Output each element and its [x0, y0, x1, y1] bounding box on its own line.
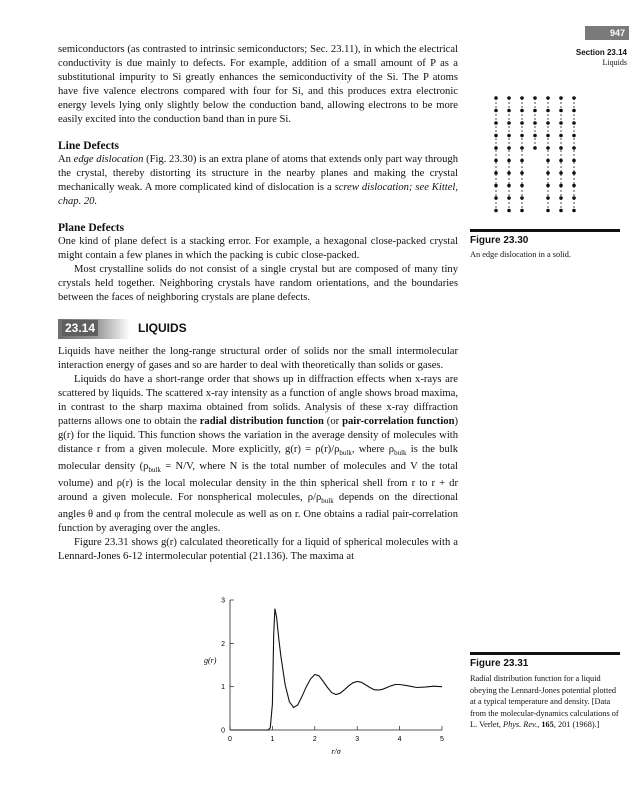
lattice-atom: [494, 96, 498, 100]
lattice-atom: [559, 146, 563, 150]
x-axis-label: r/σ: [331, 747, 341, 756]
term-edge-dislocation: edge dislocation: [73, 154, 144, 165]
figure-23-30-caption: An edge dislocation in a solid.: [470, 250, 571, 259]
lattice-atom: [546, 184, 550, 188]
lattice-atom: [546, 109, 550, 113]
term-pair-correlation: pair-correlation function: [342, 416, 455, 427]
lattice-atom: [559, 134, 563, 138]
y-tick-label: 3: [221, 597, 225, 605]
running-head-section: Section 23.14: [575, 48, 627, 57]
figure-23-30-label: Figure 23.30: [470, 229, 620, 246]
section-number: 23.14: [62, 320, 98, 336]
liquids-paragraph-1: Liquids have neither the long-range structural order of solids nor the small intermolecular interaction energy of gases and so are harder to deal with theoretically than solids or gases.: [58, 346, 458, 371]
y-tick-label: 1: [221, 684, 225, 692]
series-line-g-r: [230, 609, 442, 730]
term-radial-distribution: radial distribution function: [199, 416, 324, 427]
lattice-atom: [572, 134, 576, 138]
lattice-atom: [494, 159, 498, 163]
lattice-atom: [494, 171, 498, 175]
x-tick-label: 0: [228, 736, 232, 743]
lattice-atom: [546, 159, 550, 163]
lattice-atom: [572, 184, 576, 188]
x-tick-label: 1: [270, 736, 275, 743]
line-defects-paragraph: An edge dislocation (Fig. 23.30) is an extra plane of atoms that extends only part way through the crystal, thereby distorting its structure in the nearby planes and making the crystal mechanically weak. A more complicated kind of dislocation is a screw dislocation; see Kittel, chap. 20.: [58, 154, 458, 207]
lattice-atom: [494, 146, 498, 150]
lattice-atom: [494, 134, 498, 138]
main-text-liquids: [58, 345, 458, 564]
plane-defects-paragraph-1: One kind of plane defect is a stacking error. For example, a hexagonal close-packed crystal might contain a few planes in which the packing is cubic close-packed.: [58, 236, 458, 261]
lattice-atom: [572, 196, 576, 200]
lattice-atom: [533, 109, 537, 113]
lattice-atom: [507, 171, 511, 175]
lattice-atom: [520, 109, 524, 113]
lattice-atom: [546, 121, 550, 125]
lattice-atom: [572, 121, 576, 125]
page-number: 947: [585, 26, 629, 40]
radial-distribution-chart: [196, 592, 460, 776]
x-tick-label: 2: [312, 736, 317, 743]
section-number-bar: [58, 319, 130, 339]
intro-paragraph: semiconductors (as contrasted to intrinsic semiconductors; Sec. 23.11), in which the electrical conductivity is due mainly to defects. For example, addition of a small amount of P as a substitutional impurity to Si greatly enhances the semiconductivity of the Si. The P atoms have five valence electrons compared with four for Si, and this produces extra electronic energy levels lying only slightly below the conduction band, allowing electrons to be more easily excited into the conduction band than in pure Si.: [58, 44, 458, 125]
lattice-atom: [507, 159, 511, 163]
lattice-atom: [520, 171, 524, 175]
lattice-atom: [559, 184, 563, 188]
lattice-atom: [520, 146, 524, 150]
lattice-atom: [507, 146, 511, 150]
lattice-atom: [546, 96, 550, 100]
lattice-atom: [494, 121, 498, 125]
lattice-atom: [559, 96, 563, 100]
figure-23-31-label: Figure 23.31: [470, 652, 620, 669]
line-defects-heading: Line Defects: [58, 140, 119, 152]
term-screw-dislocation: screw dislocation; see Kittel, chap. 20.: [58, 182, 458, 207]
lattice-atom: [546, 134, 550, 138]
lattice-atom: [520, 209, 524, 213]
x-tick-label: 4: [397, 736, 402, 743]
lattice-atom: [533, 134, 537, 138]
lattice-atom: [559, 121, 563, 125]
y-axis-label: g(r): [204, 655, 217, 665]
lattice-atom: [572, 159, 576, 163]
x-tick-label: 3: [355, 736, 360, 743]
section-heading: [58, 319, 458, 339]
lattice-atom: [559, 209, 563, 213]
lattice-atom: [494, 109, 498, 113]
plane-defects-paragraph-2: Most crystalline solids do not consist of a single crystal but are composed of many tiny crystals held together. Neighboring crystals have random orientations, and the boundaries between the faces of neighboring crystals are plane defects.: [58, 264, 458, 303]
lattice-atom: [559, 159, 563, 163]
liquids-paragraph-3: Figure 23.31 shows g(r) calculated theoretically for a liquid of spherical molecules with a Lennard-Jones 6-12 intermolecular potential (21.136). The maxima at: [58, 537, 458, 563]
lattice-atom: [546, 171, 550, 175]
lattice-atom: [559, 196, 563, 200]
lattice-atom: [520, 121, 524, 125]
lattice-atom: [507, 109, 511, 113]
lattice-atom: [507, 184, 511, 188]
lattice-atom: [559, 109, 563, 113]
y-tick-label: 2: [221, 640, 225, 648]
lattice-atom: [507, 209, 511, 213]
running-head: [576, 48, 627, 68]
lattice-atom: [533, 96, 537, 100]
lattice-atom: [546, 146, 550, 150]
lattice-atom: [520, 184, 524, 188]
main-text-top: [58, 43, 458, 305]
lattice-atom: [559, 171, 563, 175]
plane-defects-heading: Plane Defects: [58, 222, 125, 234]
lattice-atom: [507, 134, 511, 138]
y-tick-label: 0: [221, 727, 225, 735]
x-tick-label: 5: [440, 736, 444, 743]
running-head-title: Liquids: [602, 58, 627, 67]
lattice-atom: [546, 196, 550, 200]
lattice-atom: [494, 184, 498, 188]
lattice-atom: [507, 196, 511, 200]
section-title: LIQUIDS: [138, 321, 187, 335]
lattice-atom: [572, 171, 576, 175]
lattice-atom: [520, 134, 524, 138]
lattice-atom: [572, 209, 576, 213]
lattice-atom: [572, 96, 576, 100]
lattice-atom: [494, 209, 498, 213]
lattice-atom: [507, 96, 511, 100]
lattice-atom: [520, 96, 524, 100]
lattice-atom: [533, 121, 537, 125]
lattice-atom: [507, 121, 511, 125]
lattice-atom: [520, 159, 524, 163]
lattice-atom: [520, 196, 524, 200]
liquids-paragraph-2: Liquids do have a short-range order that shows up in diffraction effects when x-rays are scattered by liquids. The scattered x-ray intensity as a function of angle shows broad maxima, in contrast to the sharp maxima obtained from solids. Analysis of these x-ray diffraction patterns allows one to obtain the radial distribution function (or pair-correlation function) g(r) for the liquid. This function shows the variation in the average density of molecules with distance r from a given molecule. More explicitly, $g(r) = \rho(r)/\rho_{bulk}$, where $\rho_{bulk}$ is the bulk molecular density ($\rho_{bulk} = N/V$, where N is the total number of molecules and V the total volume) and ρ(r) is the local molecular density in the thin spherical shell from r to r + dr around a given molecule. For nonspherical molecules, $\rho/\rho_{bulk}$ depends on the directional angles θ and φ from the central molecule as well as on r. One obtains a radial pair-correlation function by averaging over the angles.: [58, 374, 458, 535]
edge-dislocation-figure: [488, 92, 588, 220]
lattice-atom: [546, 209, 550, 213]
lattice-atom: [494, 196, 498, 200]
lattice-atom: [572, 146, 576, 150]
figure-23-31-caption: Radial distribution function for a liquid obeying the Lennard-Jones potential plotted at a typical temperature and density. [Data from the molecular-dynamics calculations of L. Verlet, Phys. Rev., 165, 201 (1968).]: [470, 674, 619, 729]
lattice-atom: [533, 146, 537, 150]
lattice-atom: [572, 109, 576, 113]
